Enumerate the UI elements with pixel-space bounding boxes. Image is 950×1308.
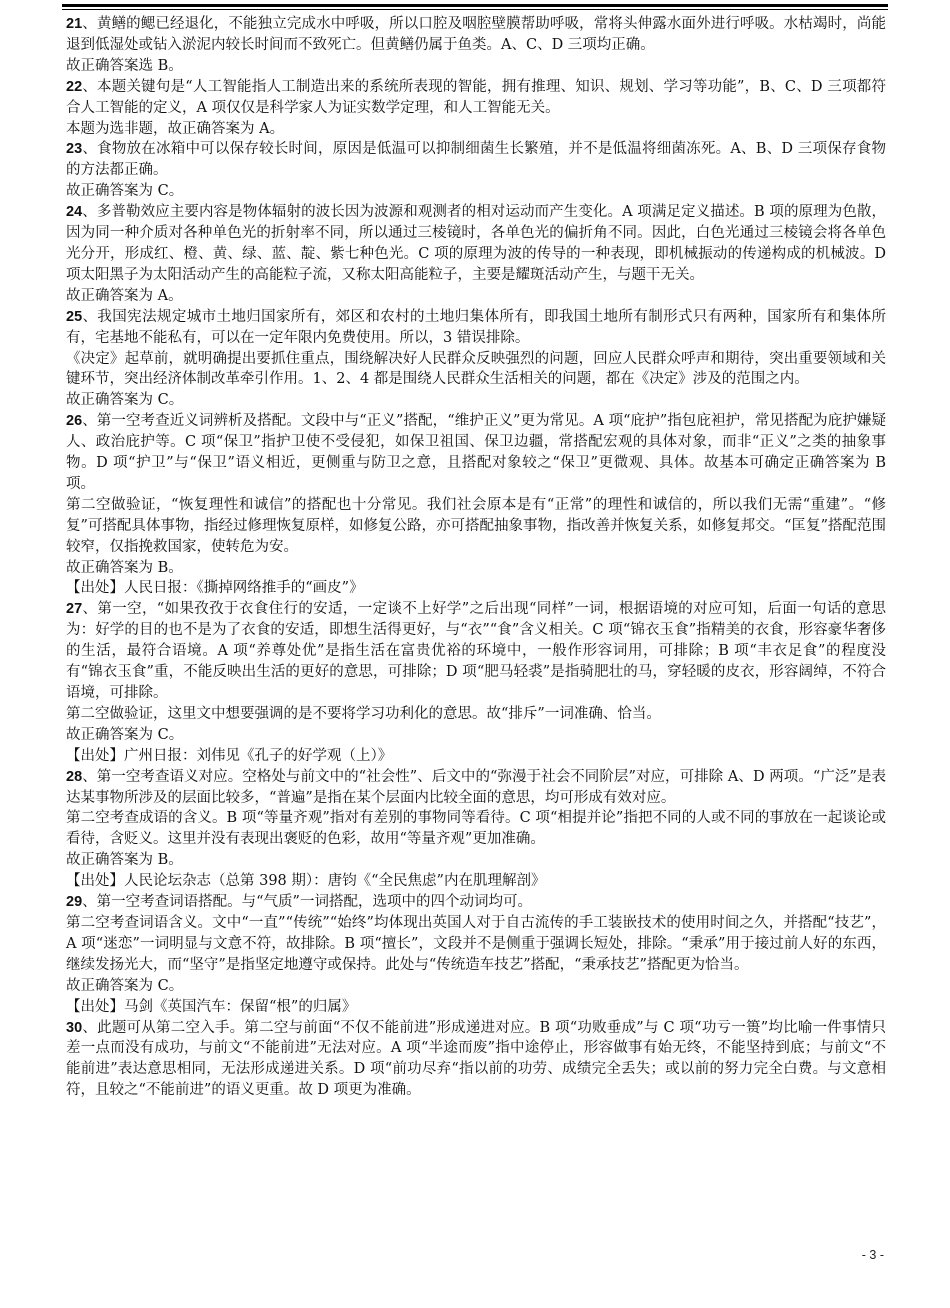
question-explanation: [66, 1018, 886, 1102]
paragraph-text: 【出处】马剑《英国汽车：保留“根”的归属》: [66, 998, 357, 1015]
paragraph-text: 第二空考查成语的含义。B 项“等量齐观”指对有差别的事物同等看待。C 项“相提并论”指把不同的人或不同的事放在一起谈论或看待，含贬义。这里并没有表现出褒贬的色彩，故用“等量齐观”更加准确。: [66, 810, 886, 848]
page-number: - 3 -: [861, 1248, 884, 1262]
question-explanation: [66, 307, 886, 349]
paragraph-text: 故正确答案为 C。: [66, 726, 184, 743]
question-number: 28: [66, 768, 83, 785]
paragraph-text: 、我国宪法规定城市土地归国家所有，郊区和农村的土地归集体所有，即我国土地所有制形式只有两种，国家所有和集体所有，宅基地不能私有，可以在一定年限内免费使用。所以，3 错误排除。: [66, 308, 886, 346]
paragraph-text: 、本题关键句是“人工智能指人工制造出来的系统所表现的智能，拥有推理、知识、规划、学习等功能”，B、C、D 三项都符合人工智能的定义，A 项仅仅是科学家人为证实数学定理，和人工智能无关。: [66, 78, 886, 116]
paragraph-text: 、第一空，“如果孜孜于衣食住行的安适，一定谈不上好学”之后出现“同样”一词，根据语境的对应可知，后面一句话的意思为：好学的目的也不是为了衣食的安适，即想生活得更好，与“衣”“食”含义相关。C 项“锦衣玉食”指精美的衣食，形容豪华奢侈的生活，最符合语境。A 项“养尊处优”是指生活在富贵优裕的环境中，一般作形容词用，可排除；B 项“丰衣足食”的程度没有“锦衣玉食”重，不能反映出生活的更好的意思，可排除；D 项“肥马轻裘”是指骑肥壮的马，穿轻暖的皮衣，形容阔绰，不符合语境，可排除。: [66, 601, 886, 701]
paragraph-text: 故正确答案为 C。: [66, 183, 184, 200]
question-explanation: [66, 139, 886, 181]
paragraph-text: 、第一空考查语义对应。空格处与前文中的“社会性”、后文中的“弥漫于社会不同阶层”对应，可排除 A、D 两项。“广泛”是表达某事物所涉及的层面比较多，“普遍”是指在某个层面内比较全面的意思，均可形成有效对应。: [66, 768, 886, 806]
explanation-paragraph: [66, 976, 886, 997]
paragraph-text: 【出处】人民日报：《撕掉网络推手的“画皮”》: [66, 580, 364, 597]
header-rule: [62, 4, 888, 7]
paragraph-text: 第二空做验证，“恢复理性和诚信”的搭配也十分常见。我们社会原本是有“正常”的理性和诚信的，所以我们无需“重建”。“修复”可搭配具体事物，指经过修理恢复原样，如修复公路，亦可搭配抽象事物，指改善并恢复关系，如修复邦交。“匡复”搭配范围较窄，仅指挽救国家，使转危为安。: [66, 496, 886, 555]
answer-explanations: [66, 14, 886, 1101]
question-explanation: [66, 202, 886, 286]
question-explanation: [66, 892, 886, 913]
explanation-paragraph: [66, 390, 886, 411]
paragraph-text: 故正确答案选 B。: [66, 57, 183, 74]
paragraph-text: 本题为选非题，故正确答案为 A。: [66, 120, 285, 137]
question-number: 22: [66, 78, 83, 95]
explanation-paragraph: [66, 119, 886, 140]
paragraph-text: 故正确答案为 C。: [66, 392, 184, 409]
explanation-paragraph: [66, 725, 886, 746]
header-rule-thin: [62, 9, 888, 10]
paragraph-text: 、食物放在冰箱中可以保存较长时间，原因是低温可以抑制细菌生长繁殖，并不是低温将细菌冻死。A、B、D 三项保存食物的方法都正确。: [66, 141, 886, 179]
explanation-paragraph: [66, 746, 886, 767]
question-number: 21: [66, 16, 83, 32]
paragraph-text: 故正确答案为 B。: [66, 559, 183, 576]
question-number: 23: [66, 141, 83, 158]
explanation-paragraph: [66, 349, 886, 391]
paragraph-text: 第二空考查词语含义。文中“一直”“传统”“始终”均体现出英国人对于自古流传的手工装嵌技术的使用时间之久，并搭配“技艺”，A 项“迷恋”一词明显与文意不符，故排除。B 项“擅长”，文段并不是侧重于强调长短处，排除。“秉承”用于接过前人好的东西，继续发扬光大，而“坚守”是指坚定地遵守或保持。此处与“传统造车技艺”搭配，“秉承技艺”搭配更为恰当。: [66, 914, 886, 973]
explanation-paragraph: [66, 808, 886, 850]
explanation-paragraph: [66, 913, 886, 976]
question-explanation: [66, 767, 886, 809]
question-number: 25: [66, 308, 83, 325]
question-explanation: [66, 411, 886, 495]
question-explanation: [66, 77, 886, 119]
paragraph-text: 、黄鳝的鳃已经退化，不能独立完成水中呼吸，所以口腔及咽腔壁膜帮助呼吸，常将头伸露水面外进行呼吸。水枯竭时，尚能退到低湿处或钻入淤泥内较长时间而不致死亡。但黄鳝仍属于鱼类。A、C、D 三项均正确。: [66, 16, 886, 53]
paragraph-text: 第二空做验证，这里文中想要强调的是不要将学习功利化的意思。故“排斥”一词准确、恰当。: [66, 705, 661, 722]
explanation-paragraph: [66, 286, 886, 307]
explanation-paragraph: [66, 578, 886, 599]
explanation-paragraph: [66, 181, 886, 202]
explanation-paragraph: [66, 850, 886, 871]
paragraph-text: 、此题可从第二空入手。第二空与前面“不仅不能前进”形成递进对应。B 项“功败垂成”与 C 项“功亏一篑”均比喻一件事情只差一点而没有成功，与前文“不能前进”无法对应。A 项“半途而废”指中途停止，形容做事有始无终，不能坚持到底；与前文“不能前进”表达意思相同，无法形成递进关系。D 项“前功尽弃“指以前的功劳、成绩完全丢失；或以前的努力完全白费。与文意相符，且较之“不能前进”的语义更重。故 D 项更为准确。: [66, 1019, 886, 1099]
question-number: 27: [66, 601, 83, 618]
question-explanation: [66, 599, 886, 704]
paragraph-text: 、多普勒效应主要内容是物体辐射的波长因为波源和观测者的相对运动而产生变化。A 项满足定义描述。B 项的原理为色散，因为同一种介质对各种单色光的折射率不同，所以通过三棱镜时，各单色光的偏折角不同。因此，白色光通过三棱镜会将各单色光分开，形成红、橙、黄、绿、蓝、靛、紫七种色光。C 项的原理为波的传导的一种表现，即机械振动的传递构成的机械波。D 项太阳黑子为太阳活动产生的高能粒子流，又称太阳高能粒子，主要是耀斑活动产生，与题干无关。: [66, 204, 886, 283]
question-explanation: [66, 14, 886, 56]
explanation-paragraph: [66, 558, 886, 579]
explanation-paragraph: [66, 704, 886, 725]
question-number: 26: [66, 413, 83, 430]
paragraph-text: 、第一空考查词语搭配。与“气质”一词搭配，选项中的四个动词均可。: [82, 894, 532, 911]
paragraph-text: 故正确答案为 A。: [66, 287, 183, 304]
question-number: 30: [66, 1019, 83, 1036]
explanation-paragraph: [66, 871, 886, 892]
explanation-paragraph: [66, 56, 886, 77]
paragraph-text: 故正确答案为 B。: [66, 852, 183, 869]
paragraph-text: 【出处】人民论坛杂志（总第 398 期）：唐钧《“全民焦虑”内在肌理解剖》: [66, 873, 546, 890]
question-number: 24: [66, 204, 83, 221]
paragraph-text: 【出处】广州日报：刘伟见《孔子的好学观（上）》: [66, 747, 393, 764]
paragraph-text: 、第一空考查近义词辨析及搭配。文段中与“正义”搭配，“维护正义”更为常见。A 项“庇护”指包庇袒护，常见搭配为庇护嫌疑人、政治庇护等。C 项“保卫”指护卫使不受侵犯，如保卫祖国、保卫边疆，常搭配宏观的具体对象，而非“正义”之类的抽象事物。D 项“护卫”与“保卫”语义相近，更侧重与防卫之意，且搭配对象较之“保卫”更微观、具体。故基本可确定正确答案为 B 项。: [66, 413, 886, 492]
paragraph-text: 《决定》起草前，就明确提出要抓住重点，围绕解决好人民群众反映强烈的问题，回应人民群众呼声和期待，突出重要领域和关键环节，突出经济体制改革牵引作用。1、2、4 都是围绕人民群众生活相关的问题，都在《决定》涉及的范围之内。: [66, 350, 886, 388]
explanation-paragraph: [66, 495, 886, 558]
paragraph-text: 故正确答案为 C。: [66, 977, 184, 994]
explanation-paragraph: [66, 997, 886, 1018]
question-number: 29: [66, 894, 83, 911]
